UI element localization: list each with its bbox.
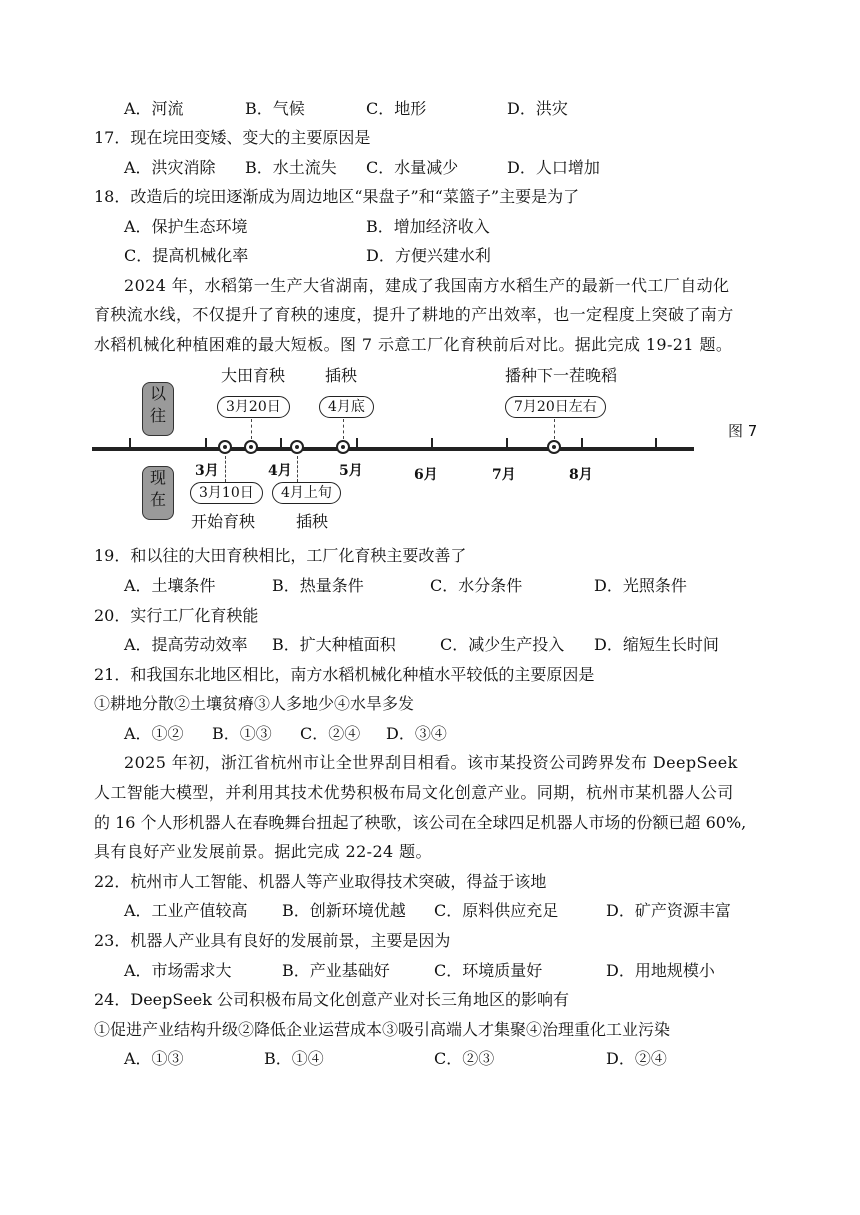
q22-option-c: C．原料供应充足 <box>434 901 559 920</box>
now-label-box <box>142 466 174 520</box>
q19-stem: 19．和以往的大田育秧相比，工厂化育秧主要改善了 <box>94 546 467 565</box>
q24-stem: 24．DeepSeek 公司积极布局文化创意产业对长三角地区的影响有 <box>94 990 570 1009</box>
timeline-axis <box>92 447 694 451</box>
q20-option-a: A．提高劳动效率 <box>124 635 248 654</box>
q20-option-d: D．缩短生长时间 <box>594 635 719 654</box>
month-label-mar: 3月 <box>195 463 219 479</box>
now-event-1-title: 开始育秧 <box>191 512 256 531</box>
past-label-char-1: 以 <box>149 384 166 403</box>
q16-option-d: D．洪灾 <box>507 99 568 118</box>
q24-option-a: A．①③ <box>124 1049 184 1068</box>
axis-tick <box>581 438 583 447</box>
q16-option-b: B．气候 <box>245 99 305 118</box>
month-label-aug: 8月 <box>569 467 593 483</box>
q23-option-a: A．市场需求大 <box>124 961 232 980</box>
q16-option-a: A．河流 <box>124 99 184 118</box>
q18-stem: 18．改造后的垸田逐渐成为周边地区“果盘子”和“菜篮子”主要是为了 <box>94 187 580 206</box>
event-dot-past-transplant <box>336 440 350 454</box>
connector-past-3 <box>554 419 555 439</box>
past-event-3-title: 播种下一茬晚稻 <box>505 366 618 385</box>
q19-option-d: D．光照条件 <box>594 576 687 595</box>
now-label-char-1: 现 <box>149 468 166 487</box>
axis-tick <box>431 438 433 447</box>
past-label-char-2: 往 <box>149 406 166 425</box>
q18-option-c: C．提高机械化率 <box>124 246 249 265</box>
q17-stem: 17．现在垸田变矮、变大的主要原因是 <box>94 128 371 147</box>
q19-option-b: B．热量条件 <box>272 576 364 595</box>
event-dot-late-rice <box>547 440 561 454</box>
past-event-2-title: 插秧 <box>325 366 358 385</box>
month-label-jun: 6月 <box>414 467 438 483</box>
now-event-2-date: 4月上旬 <box>272 482 341 504</box>
q23-option-b: B．产业基础好 <box>282 961 390 980</box>
q23-option-d: D．用地规模小 <box>606 961 715 980</box>
q23-option-c: C．环境质量好 <box>434 961 543 980</box>
axis-tick <box>356 438 358 447</box>
event-dot-now-transplant <box>290 440 304 454</box>
q20-option-b: B．扩大种植面积 <box>272 635 396 654</box>
q16-option-c: C．地形 <box>366 99 427 118</box>
q22-option-b: B．创新环境优越 <box>282 901 406 920</box>
passage2-line3: 的 16 个人形机器人在春晚舞台扭起了秧歌，该公司在全球四足机器人市场的份额已超 60%, <box>94 813 747 832</box>
past-event-1-title: 大田育秧 <box>221 366 286 385</box>
q22-option-d: D．矿产资源丰富 <box>606 901 731 920</box>
axis-tick <box>506 438 508 447</box>
passage1-line3: 水稻机械化种植困难的最大短板。图 7 示意工厂化育秧前后对比。据此完成 19-21 题。 <box>94 335 733 354</box>
connector-now-1 <box>225 456 226 482</box>
q21-option-a: A．①② <box>124 724 184 743</box>
past-event-1-date: 3月20日 <box>217 396 290 418</box>
month-label-apr: 4月 <box>268 463 292 479</box>
q24-option-d: D．②④ <box>606 1049 667 1068</box>
event-dot-past-start <box>244 440 258 454</box>
passage2-line1: 2025 年初，浙江省杭州市让全世界刮目相看。该市某投资公司跨界发布 DeepSeek <box>124 753 738 772</box>
connector-past-2 <box>343 419 344 439</box>
passage1-line1: 2024 年，水稻第一生产大省湖南，建成了我国南方水稻生产的最新一代工厂自动化 <box>124 276 730 295</box>
q18-option-a: A．保护生态环境 <box>124 217 248 236</box>
axis-tick <box>205 438 207 447</box>
event-dot-now-start <box>218 440 232 454</box>
q17-option-b: B．水土流失 <box>245 158 337 177</box>
q18-option-b: B．增加经济收入 <box>366 217 490 236</box>
now-event-1-date: 3月10日 <box>190 482 263 504</box>
past-label-box <box>142 382 174 436</box>
q21-stem: 21．和我国东北地区相比，南方水稻机械化种植水平较低的主要原因是 <box>94 665 595 684</box>
q21-option-d: D．③④ <box>386 724 447 743</box>
axis-tick <box>280 438 282 447</box>
past-event-2-date: 4月底 <box>319 396 374 418</box>
now-label-char-2: 在 <box>149 490 166 509</box>
q17-option-d: D．人口增加 <box>507 158 600 177</box>
figure-7 <box>92 360 772 540</box>
passage1-line2: 育秧流水线，不仅提升了育秧的速度，提升了耕地的产出效率，也一定程度上突破了南方 <box>94 305 734 324</box>
month-label-may: 5月 <box>339 463 363 479</box>
q22-option-a: A．工业产值较高 <box>124 901 248 920</box>
q19-option-a: A．土壤条件 <box>124 576 216 595</box>
axis-tick <box>129 438 131 447</box>
q17-option-c: C．水量减少 <box>366 158 459 177</box>
q24-option-c: C．②③ <box>434 1049 495 1068</box>
axis-tick <box>655 438 657 447</box>
now-event-2-title: 插秧 <box>296 512 329 531</box>
q17-option-a: A．洪灾消除 <box>124 158 216 177</box>
q20-option-c: C．减少生产投入 <box>440 635 565 654</box>
passage2-line4: 具有良好产业发展前景。据此完成 22-24 题。 <box>94 842 432 861</box>
connector-past-1 <box>251 419 252 439</box>
q21-option-b: B．①③ <box>212 724 272 743</box>
q24-option-b: B．①④ <box>264 1049 324 1068</box>
q24-choices: ①促进产业结构升级②降低企业运营成本③吸引高端人才集聚④治理重化工业污染 <box>94 1020 671 1039</box>
connector-now-2 <box>297 456 298 482</box>
q23-stem: 23．机器人产业具有良好的发展前景，主要是因为 <box>94 931 451 950</box>
q18-option-d: D．方便兴建水利 <box>366 246 491 265</box>
q20-stem: 20．实行工厂化育秧能 <box>94 606 259 625</box>
q21-choices: ①耕地分散②土壤贫瘠③人多地少④水旱多发 <box>94 694 415 713</box>
month-label-jul: 7月 <box>492 467 516 483</box>
q21-option-c: C．②④ <box>300 724 361 743</box>
q19-option-c: C．水分条件 <box>430 576 523 595</box>
figure-label: 图 7 <box>728 422 758 440</box>
past-event-3-date: 7月20日左右 <box>505 396 606 418</box>
q22-stem: 22．杭州市人工智能、机器人等产业取得技术突破，得益于该地 <box>94 872 547 891</box>
passage2-line2: 人工智能大模型，并利用其技术优势积极布局文化创意产业。同期，杭州市某机器人公司 <box>94 783 734 802</box>
